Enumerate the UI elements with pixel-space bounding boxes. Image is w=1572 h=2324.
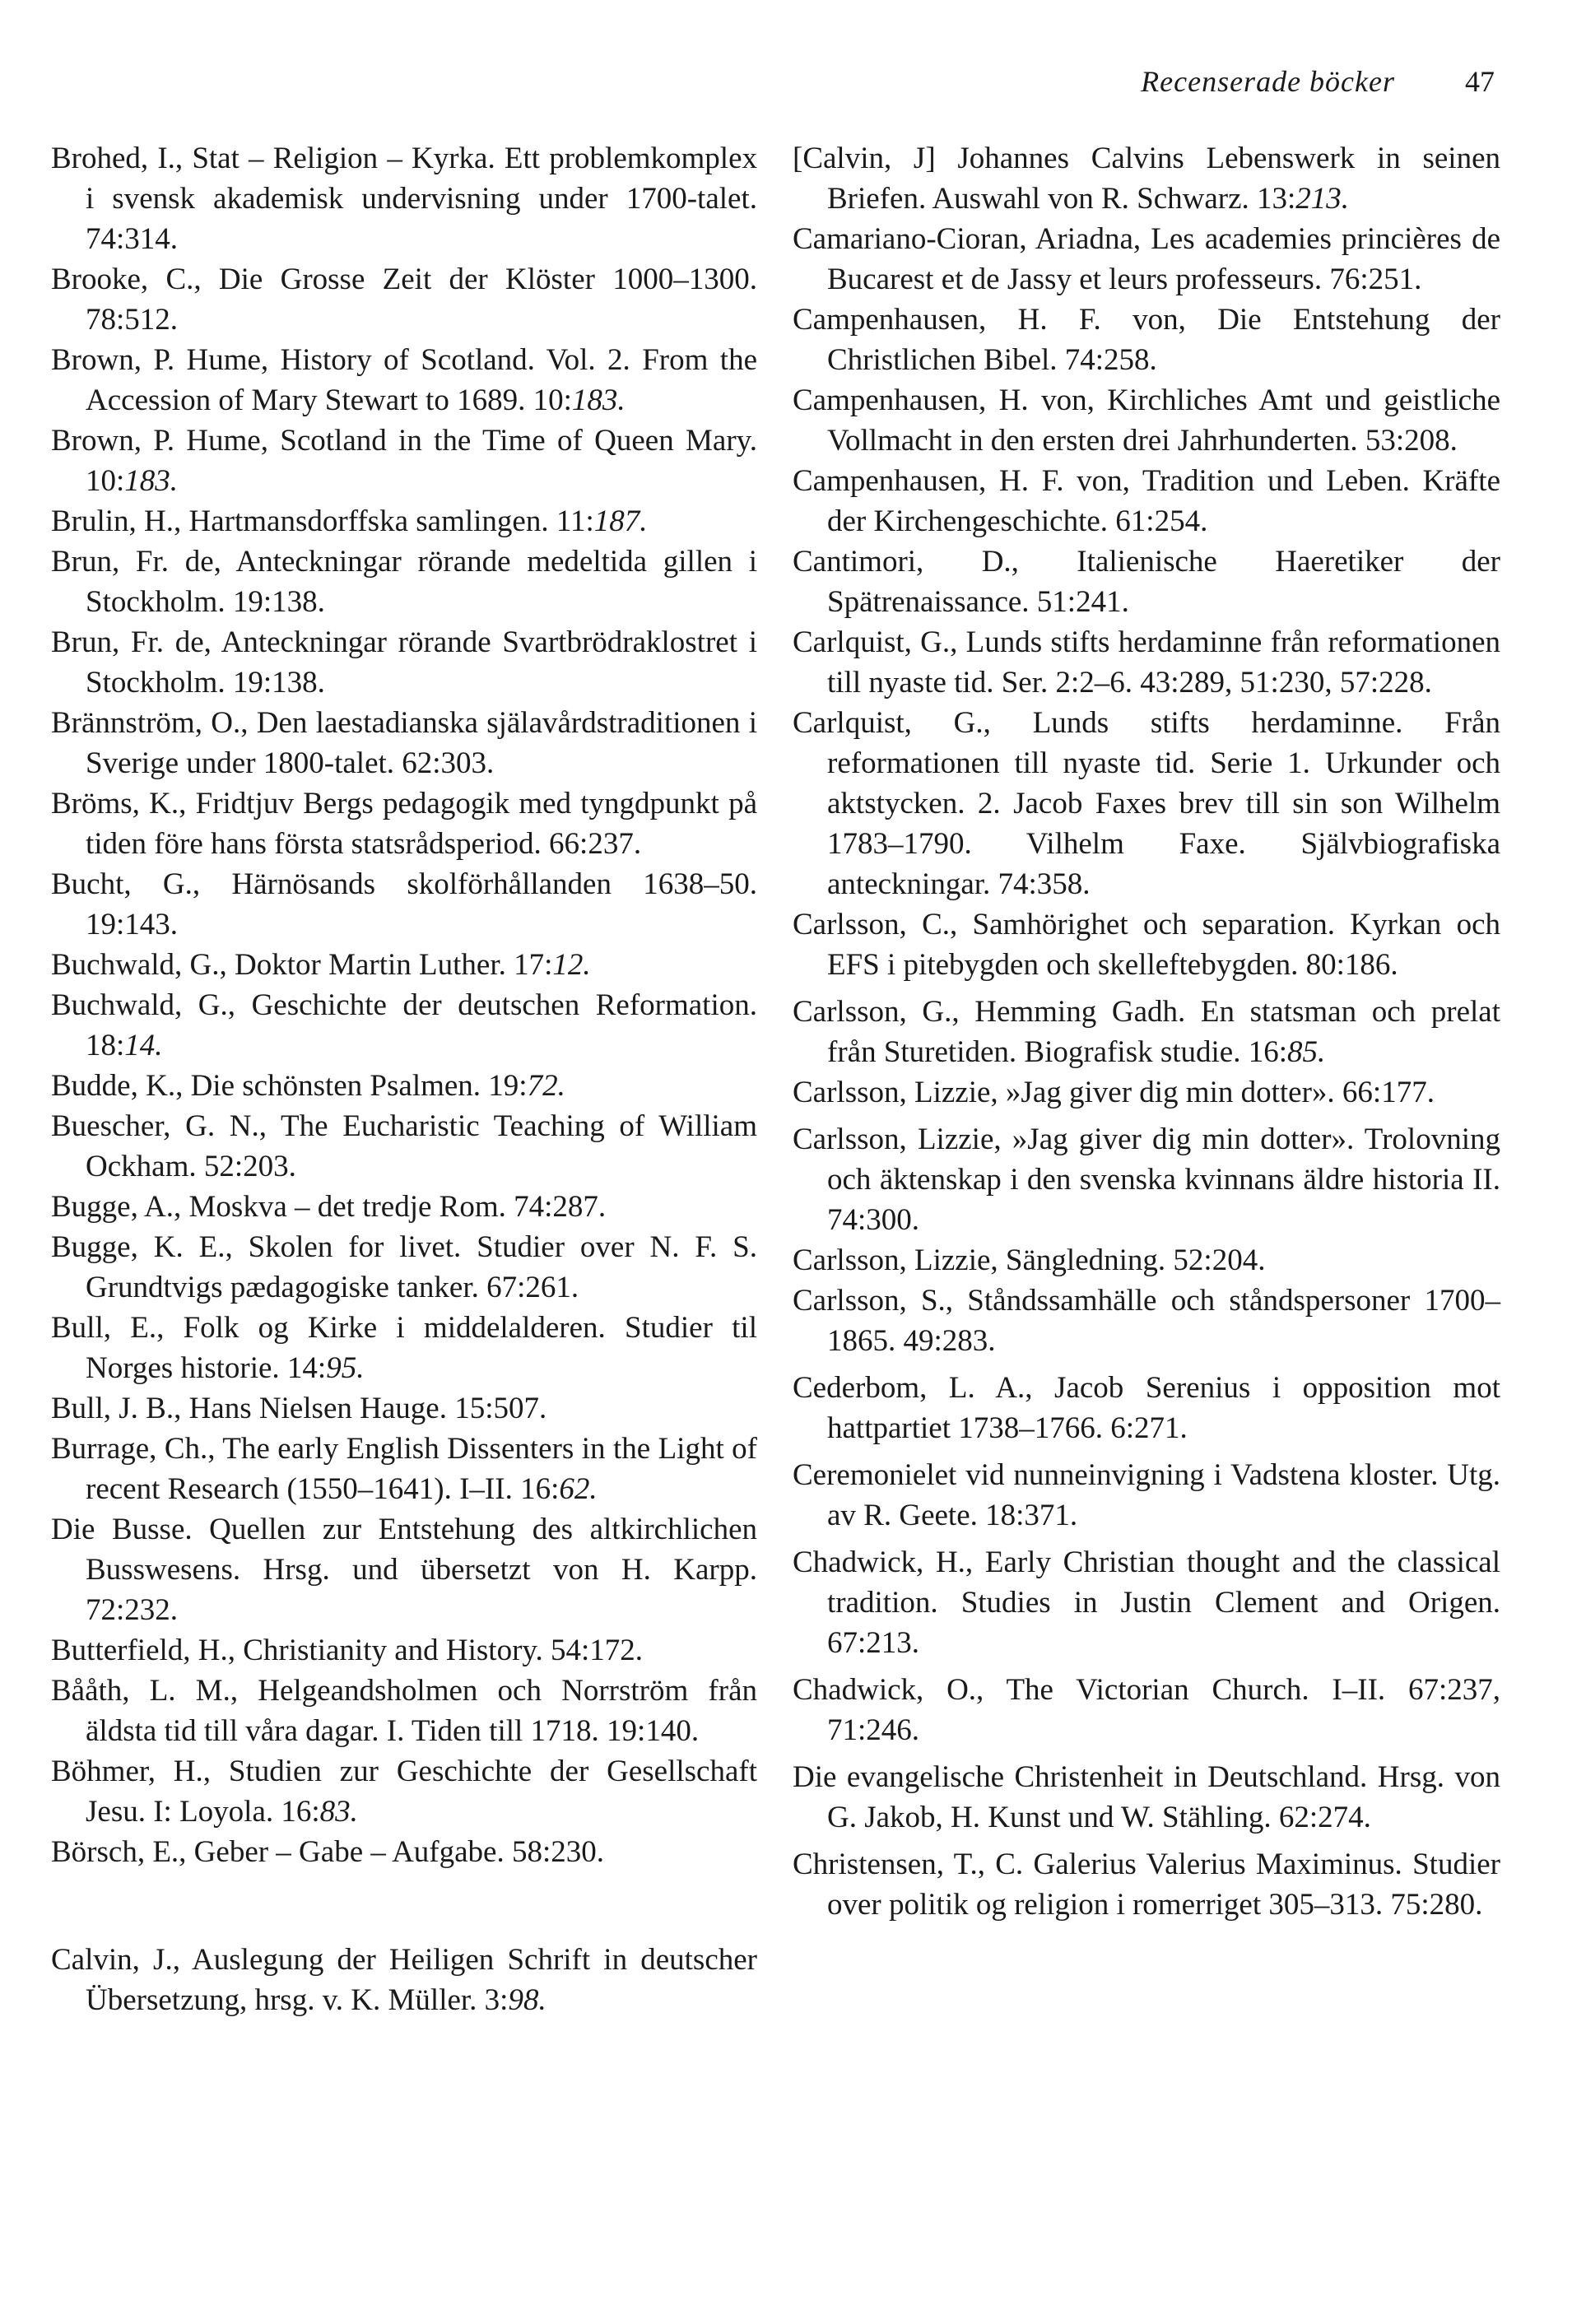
index-entry xyxy=(51,864,757,945)
running-header-title: Recenserade böcker xyxy=(1141,65,1395,98)
index-entry xyxy=(793,1542,1500,1663)
left-column xyxy=(51,138,757,2020)
index-entry xyxy=(51,1066,757,1106)
index-entry xyxy=(793,1072,1500,1113)
index-entry xyxy=(793,904,1500,985)
entry-text: Die evangelische Christenheit in Deutschland. Hrsg. von G. Jakob, H. Kunst und W. Stähling. 62:274. xyxy=(793,1760,1500,1834)
index-entry xyxy=(51,1227,757,1308)
entry-text: Campenhausen, H. von, Kirchliches Amt und geistliche Vollmacht in den ersten drei Jahrhunderten. 53:208. xyxy=(793,383,1500,458)
entry-text: Brohed, I., Stat – Religion – Kyrka. Ett problemkomplex i svensk akademisk undervisning under 1700-talet. 74:314. xyxy=(51,142,757,256)
entry-text: Carlquist, G., Lunds stifts herdaminne från reformationen till nyaste tid. Ser. 2:2–6. 43:289, 51:230, 57:228. xyxy=(793,625,1500,700)
right-column xyxy=(793,138,1500,1925)
entry-text: Die Busse. Quellen zur Entstehung des altkirchlichen Busswesens. Hrsg. und übersetzt von H. Karpp. 72:232. xyxy=(51,1513,757,1627)
index-entry xyxy=(51,783,757,864)
index-entry xyxy=(793,1455,1500,1536)
entry-text: Cantimori, D., Italienische Haeretiker der Spätrenaissance. 51:241. xyxy=(793,545,1500,619)
entry-text: Carlsson, Lizzie, »Jag giver dig min dotter». Trolovning och äktenskap i den svenska kvinnans äldre historia II. 74:300. xyxy=(793,1122,1500,1237)
index-entry xyxy=(51,1832,757,1872)
entry-text: Buchwald, G., Geschichte der deutschen Reformation. 18: xyxy=(51,988,757,1062)
entry-text: Carlquist, G., Lunds stifts herdaminne. Från reformationen till nyaste tid. Serie 1. Urkunder och aktstycken. 2. Jacob Faxes brev till sin son Wilhelm 1783–1790. Vilhelm Faxe. Självbiografiska anteckningar. 74:358. xyxy=(793,706,1500,901)
entry-text: Brun, Fr. de, Anteckningar rörande medeltida gillen i Stockholm. 19:138. xyxy=(51,545,757,619)
index-entry xyxy=(51,1429,757,1509)
index-entry xyxy=(51,1106,757,1187)
entry-text: Brännström, O., Den laestadianska själavårdstraditionen i Sverige under 1800-talet. 62:303. xyxy=(51,706,757,780)
entry-text: Cederbom, L. A., Jacob Serenius i opposition mot hattpartiet 1738–1766. 6:271. xyxy=(793,1371,1500,1445)
index-entry xyxy=(793,1670,1500,1750)
index-entry xyxy=(51,421,757,501)
index-entry xyxy=(51,340,757,421)
entry-text: Brown, P. Hume, Scotland in the Time of Queen Mary. 10: xyxy=(51,424,757,498)
entry-text: Campenhausen, H. F. von, Die Entstehung der Christlichen Bibel. 74:258. xyxy=(793,303,1500,377)
entry-text: Ceremonielet vid nunneinvigning i Vadstena kloster. Utg. av R. Geete. 18:371. xyxy=(793,1458,1500,1532)
entry-text: Brun, Fr. de, Anteckningar rörande Svartbrödraklostret i Stockholm. 19:138. xyxy=(51,625,757,700)
index-entry xyxy=(793,138,1500,219)
entry-text: Christensen, T., C. Galerius Valerius Maximinus. Studier over politik og religion i romerriget 305–313. 75:280. xyxy=(793,1848,1500,1922)
entry-text: Chadwick, H., Early Christian thought and the classical tradition. Studies in Justin Clement and Origen. 67:213. xyxy=(793,1545,1500,1660)
entry-page-italic: 183. xyxy=(571,383,626,417)
index-entry xyxy=(51,501,757,541)
index-entry xyxy=(793,622,1500,703)
index-entry xyxy=(793,1844,1500,1925)
index-entry xyxy=(51,1388,757,1429)
index-entry xyxy=(51,541,757,622)
index-entry xyxy=(793,300,1500,380)
entry-page-italic: 95. xyxy=(326,1351,365,1385)
entry-text: [Calvin, J] Johannes Calvins Lebenswerk in seinen Briefen. Auswahl von R. Schwarz. 13: xyxy=(793,142,1500,216)
index-entry xyxy=(793,380,1500,461)
index-entry xyxy=(793,1757,1500,1838)
index-entry xyxy=(793,461,1500,541)
entry-text: Brown, P. Hume, History of Scotland. Vol. 2. From the Accession of Mary Stewart to 1689. 10: xyxy=(51,343,757,417)
entry-text: Carlsson, Lizzie, »Jag giver dig min dotter». 66:177. xyxy=(793,1076,1435,1109)
entry-text: Carlsson, C., Samhörighet och separation. Kyrkan och EFS i pitebygden och skelleftebygden. 80:186. xyxy=(793,908,1500,982)
index-entry xyxy=(51,1940,757,2020)
entry-text: Bucht, G., Härnösands skolförhållanden 1638–50. 19:143. xyxy=(51,867,757,941)
entry-text: Bull, J. B., Hans Nielsen Hauge. 15:507. xyxy=(51,1392,547,1425)
entry-text: Carlsson, G., Hemming Gadh. En statsman och prelat från Sturetiden. Biografisk studie. 16: xyxy=(793,995,1500,1069)
entry-text: Bugge, K. E., Skolen for livet. Studier over N. F. S. Grundtvigs pædagogiske tanker. 67:261. xyxy=(51,1230,757,1304)
entry-text: Carlsson, Lizzie, Sängledning. 52:204. xyxy=(793,1243,1266,1277)
index-entry xyxy=(793,703,1500,904)
entry-text: Campenhausen, H. F. von, Tradition und Leben. Kräfte der Kirchengeschichte. 61:254. xyxy=(793,464,1500,538)
entry-page-italic: 213. xyxy=(1295,182,1350,216)
entry-page-italic: 98. xyxy=(508,1983,546,2017)
entry-text: Bugge, A., Moskva – det tredje Rom. 74:287. xyxy=(51,1190,607,1224)
entry-text: Buescher, G. N., The Eucharistic Teaching of William Ockham. 52:203. xyxy=(51,1109,757,1183)
entry-text: Burrage, Ch., The early English Dissenters in the Light of recent Research (1550–1641). I–II. 16: xyxy=(51,1432,757,1506)
entry-page-italic: 83. xyxy=(319,1795,358,1829)
index-entry xyxy=(51,985,757,1066)
entry-text: Bååth, L. M., Helgeandsholmen och Norrström från äldsta tid till våra dagar. I. Tiden till 1718. 19:140. xyxy=(51,1674,757,1748)
index-entry xyxy=(51,1671,757,1751)
index-entry xyxy=(51,1509,757,1630)
entry-text: Calvin, J., Auslegung der Heiligen Schrift in deutscher Übersetzung, hrsg. v. K. Müller. 3: xyxy=(51,1943,757,2017)
index-entry xyxy=(51,703,757,783)
index-entry xyxy=(51,1308,757,1388)
entry-page-italic: 85. xyxy=(1287,1035,1326,1069)
index-entry xyxy=(793,1119,1500,1240)
index-entry xyxy=(793,1240,1500,1281)
entry-text: Butterfield, H., Christianity and History. 54:172. xyxy=(51,1634,644,1667)
index-entry xyxy=(51,1187,757,1227)
entry-page-italic: 12. xyxy=(552,948,591,982)
index-entry xyxy=(793,992,1500,1072)
entry-text: Bröms, K., Fridtjuv Bergs pedagogik med tyngdpunkt på tiden före hans första statsrådsperiod. 66:237. xyxy=(51,787,757,861)
entry-text: Chadwick, O., The Victorian Church. I–II. 67:237, 71:246. xyxy=(793,1673,1500,1747)
entry-text: Camariano-Cioran, Ariadna, Les academies princières de Bucarest et de Jassy et leurs professeurs. 76:251. xyxy=(793,222,1500,296)
index-entry xyxy=(51,945,757,985)
entry-page-italic: 187. xyxy=(593,504,648,538)
page-number: 47 xyxy=(1465,65,1495,98)
entry-page-italic: 183. xyxy=(124,464,179,498)
entry-page-italic: 62. xyxy=(559,1472,598,1506)
index-entry xyxy=(51,259,757,340)
index-entry xyxy=(793,219,1500,300)
index-entry xyxy=(793,541,1500,622)
entry-text: Budde, K., Die schönsten Psalmen. 19: xyxy=(51,1069,528,1103)
entry-text: Buchwald, G., Doktor Martin Luther. 17: xyxy=(51,948,553,982)
entry-text: Bull, E., Folk og Kirke i middelalderen. Studier til Norges historie. 14: xyxy=(51,1311,757,1385)
entry-page-italic: 72. xyxy=(527,1069,565,1103)
entry-text: Brulin, H., Hartmansdorffska samlingen. 11: xyxy=(51,504,594,538)
index-entry xyxy=(51,1630,757,1671)
index-entry xyxy=(51,1751,757,1832)
entry-text: Börsch, E., Geber – Gabe – Aufgabe. 58:230. xyxy=(51,1835,604,1869)
index-entry xyxy=(51,138,757,259)
index-entry xyxy=(793,1368,1500,1448)
index-entry xyxy=(51,622,757,703)
entry-page-italic: 14. xyxy=(124,1029,163,1062)
entry-text: Carlsson, S., Ståndssamhälle och ståndspersoner 1700–1865. 49:283. xyxy=(793,1284,1500,1358)
index-entry xyxy=(793,1281,1500,1361)
entry-text: Brooke, C., Die Grosse Zeit der Klöster 1000–1300. 78:512. xyxy=(51,263,757,337)
entry-text: Böhmer, H., Studien zur Geschichte der Gesellschaft Jesu. I: Loyola. 16: xyxy=(51,1755,757,1829)
